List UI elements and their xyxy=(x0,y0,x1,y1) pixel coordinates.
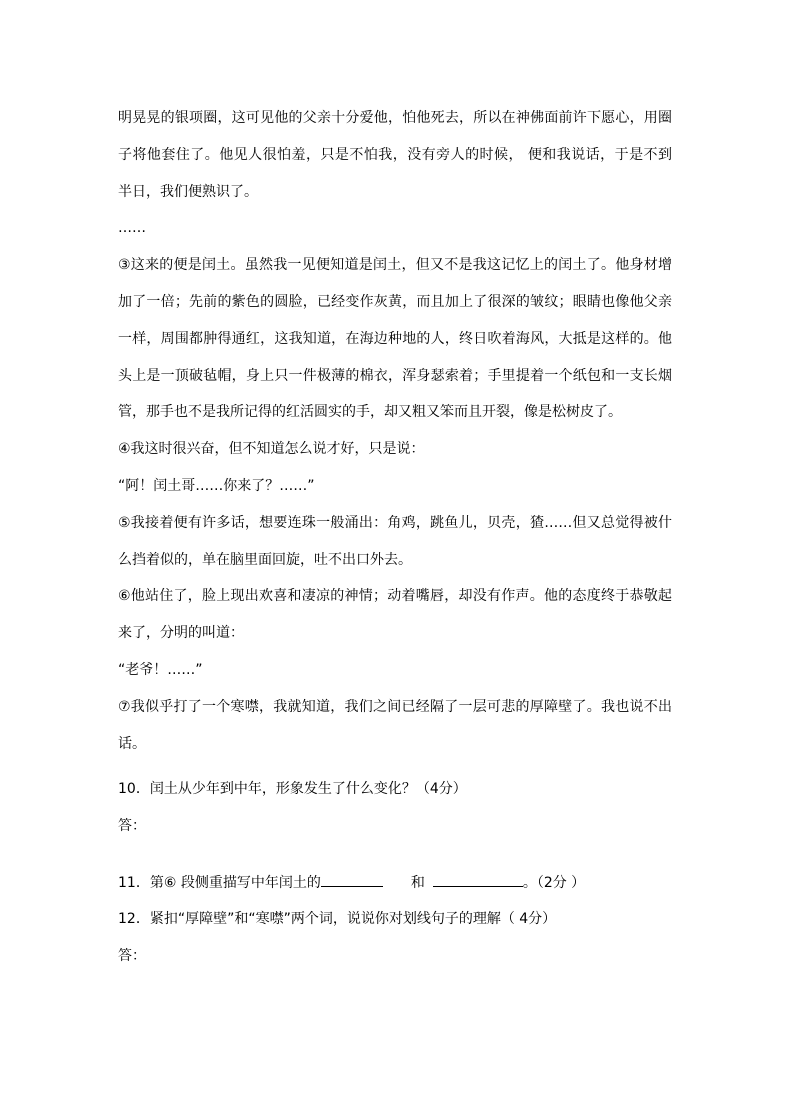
passage-line: 管，那手也不是我所记得的红活圆实的手，却又粗又笨而且开裂，像是松树皮了。 xyxy=(118,404,622,421)
passage-line: …… xyxy=(118,220,146,237)
question-12-answer-label: 答： xyxy=(118,948,146,964)
passage-line: ⑤我接着便有许多话，想要连珠一般涌出：角鸡，跳鱼儿，贝壳，猹……但又总觉得被什 xyxy=(118,514,672,531)
passage-line: ⑦我似乎打了一个寒噤，我就知道，我们之间已经隔了一层可悲的厚障壁了。我也说不出 xyxy=(118,698,672,715)
question-11-prefix: 11．第⑥ 段侧重描写中年闰土的 xyxy=(118,875,321,891)
passage-line: ⑥他站住了，脸上现出欢喜和凄凉的神情；动着嘴唇，却没有作声。他的态度终于恭敬起 xyxy=(118,588,672,605)
question-11-and: 和 xyxy=(410,875,425,891)
passage-line: 么挡着似的，单在脑里面回旋，吐不出口外去。 xyxy=(118,551,412,568)
passage-line: “阿！闰土哥……你来了？……” xyxy=(118,478,315,494)
question-10-answer-label: 答： xyxy=(118,818,146,834)
passage-line: 子将他套住了。他见人很怕羞，只是不怕我，没有旁人的时候， 便和我说话，于是不到 xyxy=(118,146,672,163)
passage-line: 话。 xyxy=(118,735,146,752)
question-11-suffix: 。（2分 ） xyxy=(522,875,586,891)
answer-blank-2[interactable] xyxy=(433,872,523,887)
answer-blank-1[interactable] xyxy=(321,872,383,887)
passage-line: 一样，周围都肿得通红，这我知道，在海边种地的人，终日吹着海风，大抵是这样的。他 xyxy=(118,330,672,347)
passage-line: 明晃晃的银项圈，这可见他的父亲十分爱他，怕他死去，所以在神佛面前许下愿心，用圈 xyxy=(118,110,672,126)
passage-line: ③这来的便是闰土。虽然我一见便知道是闰土，但又不是我这记忆上的闰土了。他身材增 xyxy=(118,257,672,274)
passage-line: 半日，我们便熟识了。 xyxy=(118,183,258,200)
question-12: 12．紧扣“厚障壁”和“寒噤”两个词，说说你对划线句子的理解（ 4分） xyxy=(118,911,557,927)
passage-line: 来了，分明的叫道： xyxy=(118,625,244,642)
question-10: 10．闰土从少年到中年，形象发生了什么变化？（4分） xyxy=(118,781,467,797)
passage-line: “老爷！……” xyxy=(118,662,203,678)
passage-line: ④我这时很兴奋，但不知道怎么说才好，只是说： xyxy=(118,441,425,458)
question-11 xyxy=(118,872,585,892)
passage-line: 加了一倍；先前的紫色的圆脸，已经变作灰黄，而且加上了很深的皱纹；眼睛也像他父亲 xyxy=(118,294,672,310)
passage-line: 头上是一顶破毡帽，身上只一件极薄的棉衣，浑身瑟索着；手里提着一个纸包和一支长烟 xyxy=(118,367,672,384)
